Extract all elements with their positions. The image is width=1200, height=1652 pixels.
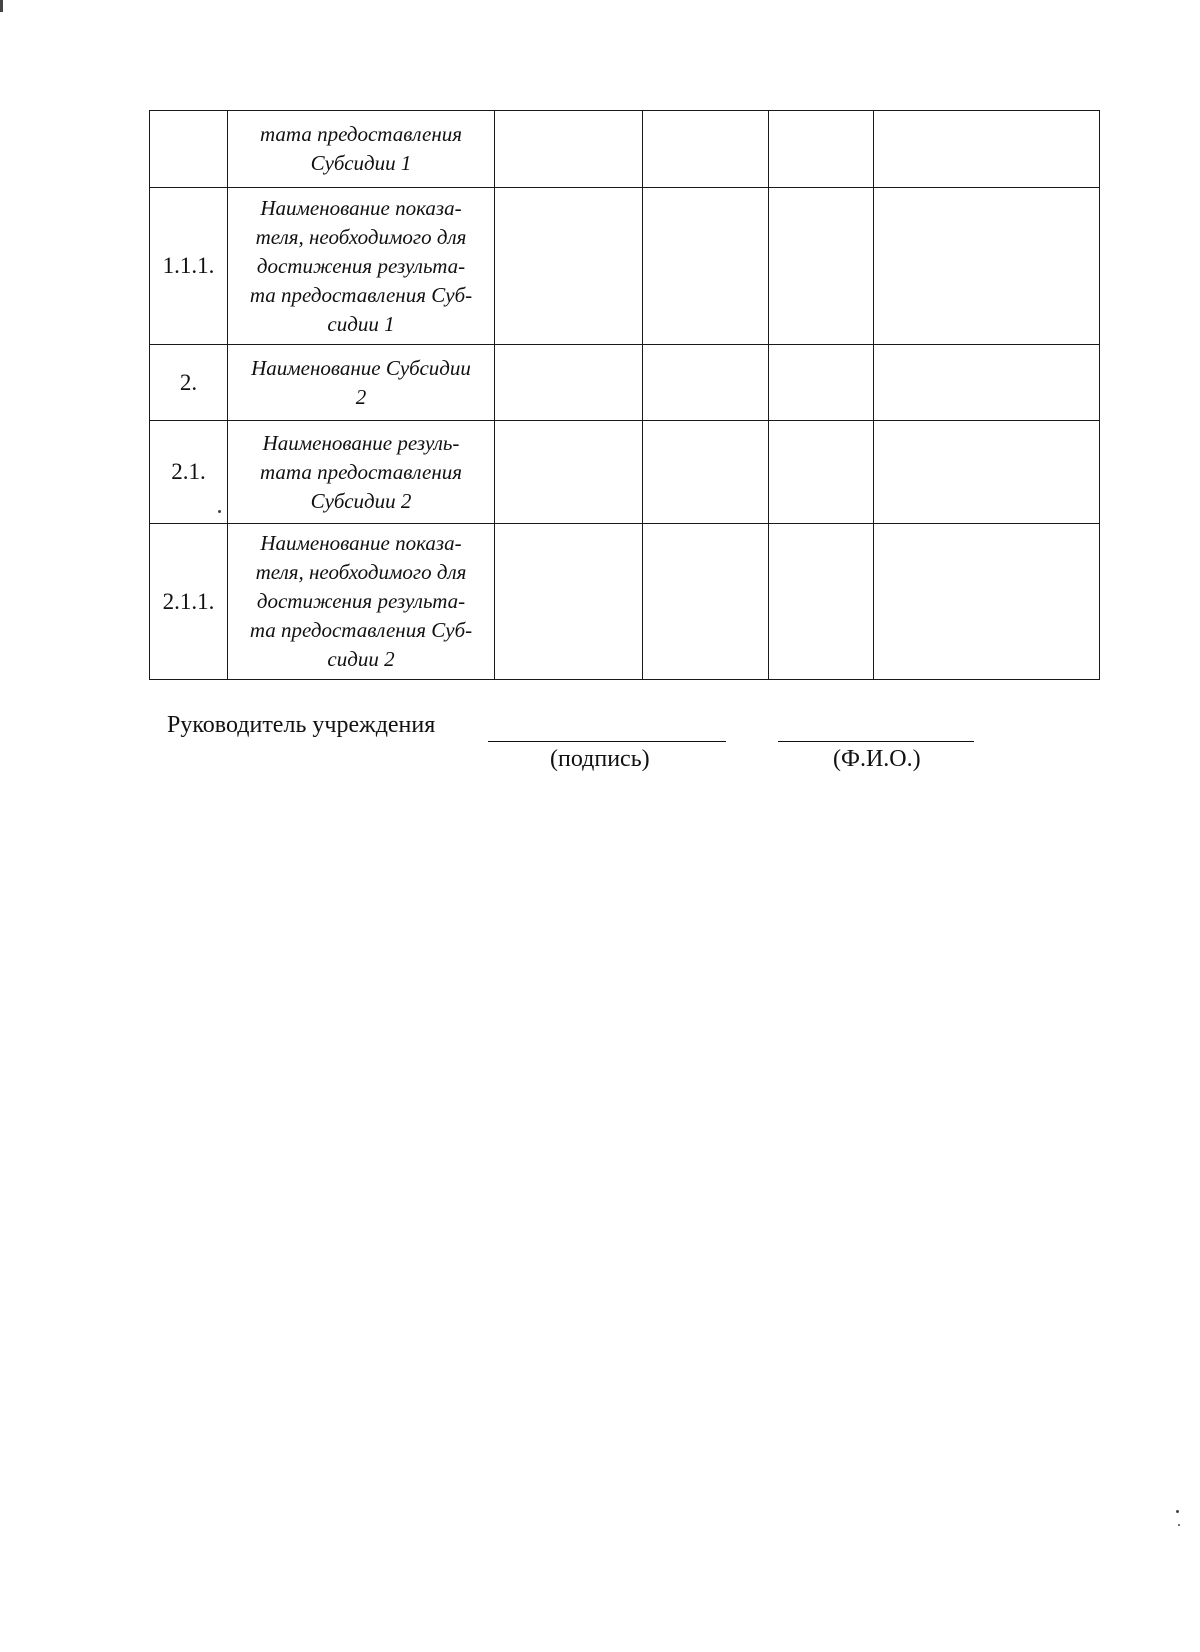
row-name: тата предоставления Субсидии 1 [259,122,463,175]
signature-label: Руководитель учреждения [167,712,436,738]
empty-cell [495,345,643,421]
table-row [150,188,1100,345]
empty-cell [769,345,874,421]
empty-cell [495,111,643,188]
table-row [150,524,1100,680]
empty-cell [874,111,1100,188]
row-number: 1.1.1. [150,188,228,345]
empty-cell [643,111,769,188]
scan-speck [1178,1524,1180,1526]
empty-cell [495,524,643,680]
row-number: 2. [150,345,228,421]
table-row [150,111,1100,188]
row-name: Наименование Субсидии 2 [251,355,471,409]
empty-cell [643,421,769,524]
row-name-cell [228,188,495,345]
full-name-caption: (Ф.И.О.) [833,746,921,772]
table-row [150,345,1100,421]
table-row [150,421,1100,524]
empty-cell [769,421,874,524]
row-number: 2.1. [150,421,228,524]
empty-cell [874,188,1100,345]
empty-cell [643,188,769,345]
scan-speck [218,510,221,513]
empty-cell [495,188,643,345]
row-name-cell [228,345,495,421]
empty-cell [769,524,874,680]
empty-cell [495,421,643,524]
scan-speck [0,0,3,12]
row-name: Наименование показа- теля, необходимого для достижения результа- та предоставления Суб- сидии 2 [249,531,473,671]
empty-cell [643,524,769,680]
empty-cell [643,345,769,421]
row-name-cell [228,524,495,680]
empty-cell [874,421,1100,524]
row-number: 2.1.1. [150,524,228,680]
full-name-line [778,741,974,742]
empty-cell [769,111,874,188]
results-table [149,110,1100,680]
row-name-cell [228,111,495,188]
row-name-cell [228,421,495,524]
row-name: Наименование резуль- тата предоставления Субсидии 2 [259,430,463,513]
signature-line [488,741,726,742]
row-name: Наименование показа- теля, необходимого для достижения результа- та предоставления Суб- сидии 1 [249,195,473,336]
empty-cell [874,524,1100,680]
empty-cell [769,188,874,345]
signature-caption: (подпись) [550,746,650,772]
row-number [150,111,228,188]
scan-speck [1176,1510,1179,1513]
empty-cell [874,345,1100,421]
